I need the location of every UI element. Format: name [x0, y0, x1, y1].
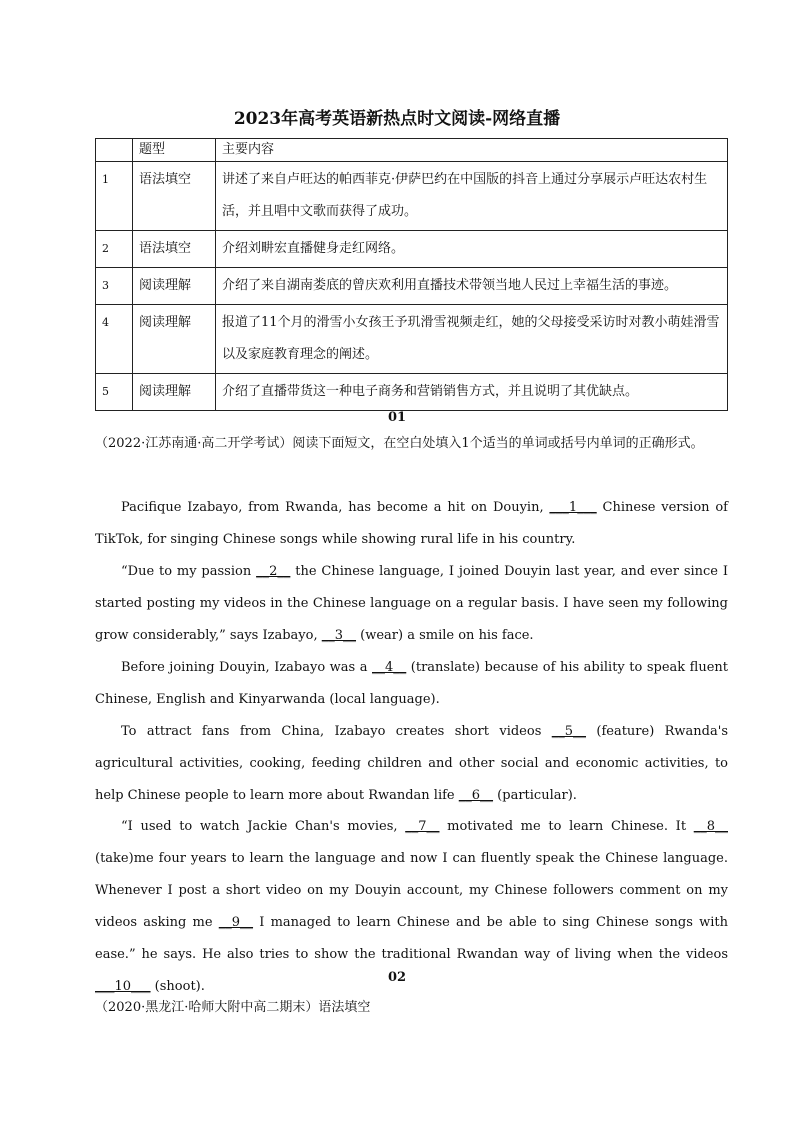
- row-num: 1: [96, 162, 133, 231]
- blank-9: __9__: [218, 915, 254, 930]
- row-content: 介绍了直播带货这一种电子商务和营销销售方式，并且说明了其优缺点。: [216, 374, 728, 411]
- row-type: 语法填空: [133, 162, 216, 231]
- passage-text: I managed to learn Chinese and be able to sing Chinese songs with ease.” he says. He also tries to show the traditional Rwandan way of living when the videos: [95, 915, 728, 962]
- row-num: 4: [96, 305, 133, 374]
- table-row: [96, 231, 728, 268]
- row-num: 2: [96, 231, 133, 268]
- blank-4: __4__: [372, 660, 407, 675]
- passage-paragraph-1: [95, 492, 728, 556]
- row-num: 5: [96, 374, 133, 411]
- section-instruction-2: （2020·黑龙江·哈师大附中高二期末）语法填空: [95, 1000, 371, 1015]
- passage-text: motivated me to learn Chinese. It: [439, 819, 694, 834]
- blank-7: __7__: [405, 819, 440, 834]
- table-row: [96, 268, 728, 305]
- row-content: 介绍刘畊宏直播健身走红网络。: [216, 231, 728, 268]
- passage-text: (wear) a smile on his face.: [356, 628, 534, 643]
- passage-text: “Due to my passion: [121, 564, 257, 579]
- section-instruction: （2022·江苏南通·高二开学考试）阅读下面短文，在空白处填入1个适当的单词或括号内单词的正确形式。: [95, 436, 704, 451]
- row-content: 讲述了来自卢旺达的帕西菲克·伊萨巴约在中国版的抖音上通过分享展示卢旺达农村生活，并且唱中文歌而获得了成功。: [216, 162, 728, 231]
- passage-paragraph-3: [95, 652, 728, 716]
- passage-text: To attract fans from China, Izabayo creates short videos: [121, 724, 552, 739]
- blank-5: __5__: [551, 724, 587, 739]
- blank-2: __2__: [256, 564, 291, 579]
- passage-text: (feature) Rwanda's agricultural activities, cooking, feeding children and other social and economic activities, to help Chinese people to learn more about Rwandan life: [95, 724, 728, 803]
- row-content: 报道了11个月的滑雪小女孩王予玑滑雪视频走红，她的父母接受采访时对教小萌娃滑雪以及家庭教育理念的阐述。: [216, 305, 728, 374]
- passage-text: Before joining Douyin, Izabayo was a: [121, 660, 372, 675]
- passage-text: (translate) because of his ability to speak fluent Chinese, English and Kinyarwanda (local language).: [95, 660, 728, 707]
- passage-paragraph-2: [95, 556, 728, 652]
- row-type: 语法填空: [133, 231, 216, 268]
- row-content: 介绍了来自湖南娄底的曾庆欢利用直播技术带领当地人民过上幸福生活的事迹。: [216, 268, 728, 305]
- row-type: 阅读理解: [133, 374, 216, 411]
- table-row: [96, 162, 728, 231]
- table-header-row: [96, 139, 728, 162]
- passage-text: “I used to watch Jackie Chan's movies,: [121, 819, 406, 834]
- header-cell-content: 主要内容: [216, 139, 728, 162]
- passage-text: (particular).: [493, 788, 577, 803]
- section-heading-01: 01: [387, 410, 407, 425]
- passage-text: Chinese version of TikTok, for singing Chinese songs while showing rural life in his country.: [95, 500, 728, 547]
- blank-10: ___10___: [95, 979, 151, 994]
- blank-6: __6__: [458, 788, 494, 803]
- row-num: 3: [96, 268, 133, 305]
- table-row: [96, 305, 728, 374]
- row-type: 阅读理解: [133, 305, 216, 374]
- page-title: 2023年高考英语新热点时文阅读-网络直播: [233, 109, 561, 129]
- summary-table: [95, 138, 728, 411]
- row-type: 阅读理解: [133, 268, 216, 305]
- header-cell-num: [96, 139, 133, 162]
- blank-8: __8__: [693, 819, 728, 834]
- passage-text: (shoot).: [150, 979, 205, 994]
- header-cell-type: 题型: [133, 139, 216, 162]
- blank-1: ___1___: [549, 500, 597, 515]
- passage-text: Pacifique Izabayo, from Rwanda, has become a hit on Douyin,: [121, 500, 550, 515]
- passage-paragraph-4: [95, 716, 728, 812]
- passage-text: the Chinese language, I joined Douyin last year, and ever since I started posting my videos in the Chinese language on a regular basis. I have seen my following grow considerably,” says Izabayo,: [95, 564, 728, 643]
- table-row: [96, 374, 728, 411]
- blank-3: __3__: [321, 628, 357, 643]
- passage-text: (take)me four years to learn the language and now I can fluently speak the Chinese language. Whenever I post a short video on my Douyin account, my Chinese followers comment on my videos asking me: [95, 851, 728, 930]
- section-heading-02: 02: [387, 970, 407, 985]
